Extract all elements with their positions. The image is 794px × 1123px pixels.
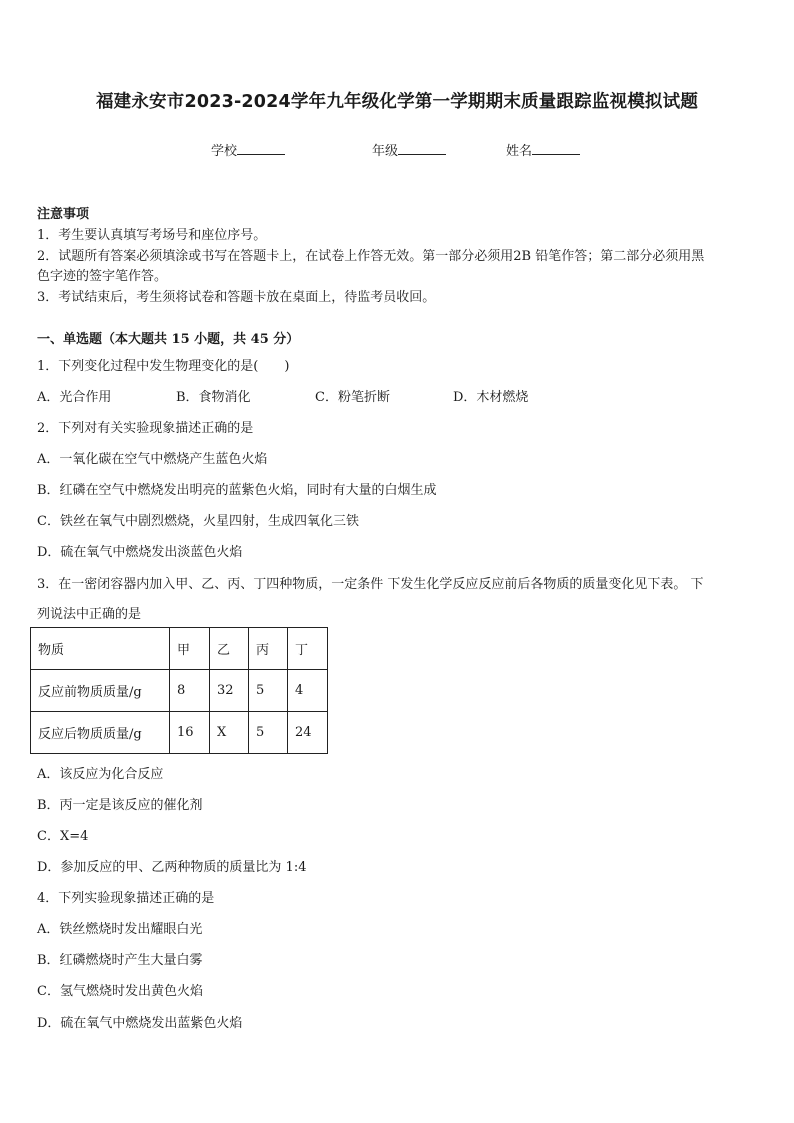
q2-option-a[interactable]: A．一氧化碳在空气中燃烧产生蓝色火焰: [37, 452, 268, 467]
table-header-cell: 甲: [170, 628, 210, 670]
school-field[interactable]: [211, 140, 285, 159]
q1-option-d[interactable]: D．木材燃烧: [453, 390, 529, 405]
q4-option-a[interactable]: A．铁丝燃烧时发出耀眼白光: [37, 922, 203, 937]
q2-stem: 2．下列对有关实验现象描述正确的是: [37, 421, 254, 436]
q3-option-c[interactable]: C．X=4: [37, 829, 89, 844]
grade-field[interactable]: [372, 140, 446, 159]
table-cell: 16: [170, 712, 210, 754]
name-field[interactable]: [506, 140, 580, 159]
notice-item: 2．试题所有答案必须填涂或书写在答题卡上，在试卷上作答无效。第一部分必须用2B 铅笔作答；第二部分必须用黑: [37, 249, 705, 264]
table-cell: 反应后物质质量/g: [31, 712, 170, 754]
q2-option-c[interactable]: C．铁丝在氧气中剧烈燃烧，火星四射，生成四氧化三铁: [37, 514, 359, 529]
table-row: [31, 712, 328, 754]
table-header-cell: 物质: [31, 628, 170, 670]
school-blank[interactable]: [237, 142, 285, 155]
section-heading: 一、单选题（本大题共 15 小题，共 45 分）: [37, 332, 300, 347]
table-row: [31, 670, 328, 712]
table-header-row: [31, 628, 328, 670]
grade-blank[interactable]: [398, 142, 446, 155]
q3-stem-line2: 列说法中正确的是: [37, 607, 142, 622]
q3-stem-line1: 3．在一密闭容器内加入甲、乙、丙、丁四种物质，一定条件 下发生化学反应反应前后各物质的质量变化见下表。 下: [37, 577, 704, 592]
exam-title: 福建永安市2023-2024学年九年级化学第一学期期末质量跟踪监视模拟试题: [95, 92, 699, 112]
school-label: 学校: [211, 144, 238, 159]
q3-option-a[interactable]: A．该反应为化合反应: [37, 767, 164, 782]
notice-item: 色字迹的签字笔作答。: [37, 269, 168, 284]
q1-option-a[interactable]: A．光合作用: [37, 390, 112, 405]
notice-item: 1．考生要认真填写考场号和座位序号。: [37, 228, 267, 243]
name-blank[interactable]: [532, 142, 580, 155]
q4-option-b[interactable]: B．红磷燃烧时产生大量白雾: [37, 953, 203, 968]
q2-option-b[interactable]: B．红磷在空气中燃烧发出明亮的蓝紫色火焰，同时有大量的白烟生成: [37, 483, 437, 498]
grade-label: 年级: [372, 144, 399, 159]
notice-heading: 注意事项: [37, 207, 90, 222]
table-header-cell: 丙: [249, 628, 288, 670]
table-cell: 5: [249, 670, 288, 712]
q4-stem: 4．下列实验现象描述正确的是: [37, 891, 215, 906]
table-cell: 32: [210, 670, 249, 712]
name-label: 姓名: [506, 144, 533, 159]
table-cell: X: [210, 712, 249, 754]
table-cell: 反应前物质质量/g: [31, 670, 170, 712]
notice-item: 3．考试结束后，考生须将试卷和答题卡放在桌面上，待监考员收回。: [37, 290, 436, 305]
table-cell: 4: [288, 670, 328, 712]
q1-option-c[interactable]: C．粉笔折断: [315, 390, 390, 405]
table-header-cell: 丁: [288, 628, 328, 670]
q4-option-c[interactable]: C．氢气燃烧时发出黄色火焰: [37, 984, 203, 999]
table-cell: 8: [170, 670, 210, 712]
q3-option-d[interactable]: D．参加反应的甲、乙两种物质的质量比为 1:4: [37, 860, 307, 875]
q3-option-b[interactable]: B．丙一定是该反应的催化剂: [37, 798, 203, 813]
table-header-cell: 乙: [210, 628, 249, 670]
q1-option-b[interactable]: B．食物消化: [176, 390, 251, 405]
q1-stem: 1．下列变化过程中发生物理变化的是( ): [37, 359, 290, 374]
q4-option-d[interactable]: D．硫在氧气中燃烧发出蓝紫色火焰: [37, 1016, 243, 1031]
q2-option-d[interactable]: D．硫在氧气中燃烧发出淡蓝色火焰: [37, 545, 243, 560]
q3-mass-table: [30, 627, 328, 754]
table-cell: 24: [288, 712, 328, 754]
table-cell: 5: [249, 712, 288, 754]
